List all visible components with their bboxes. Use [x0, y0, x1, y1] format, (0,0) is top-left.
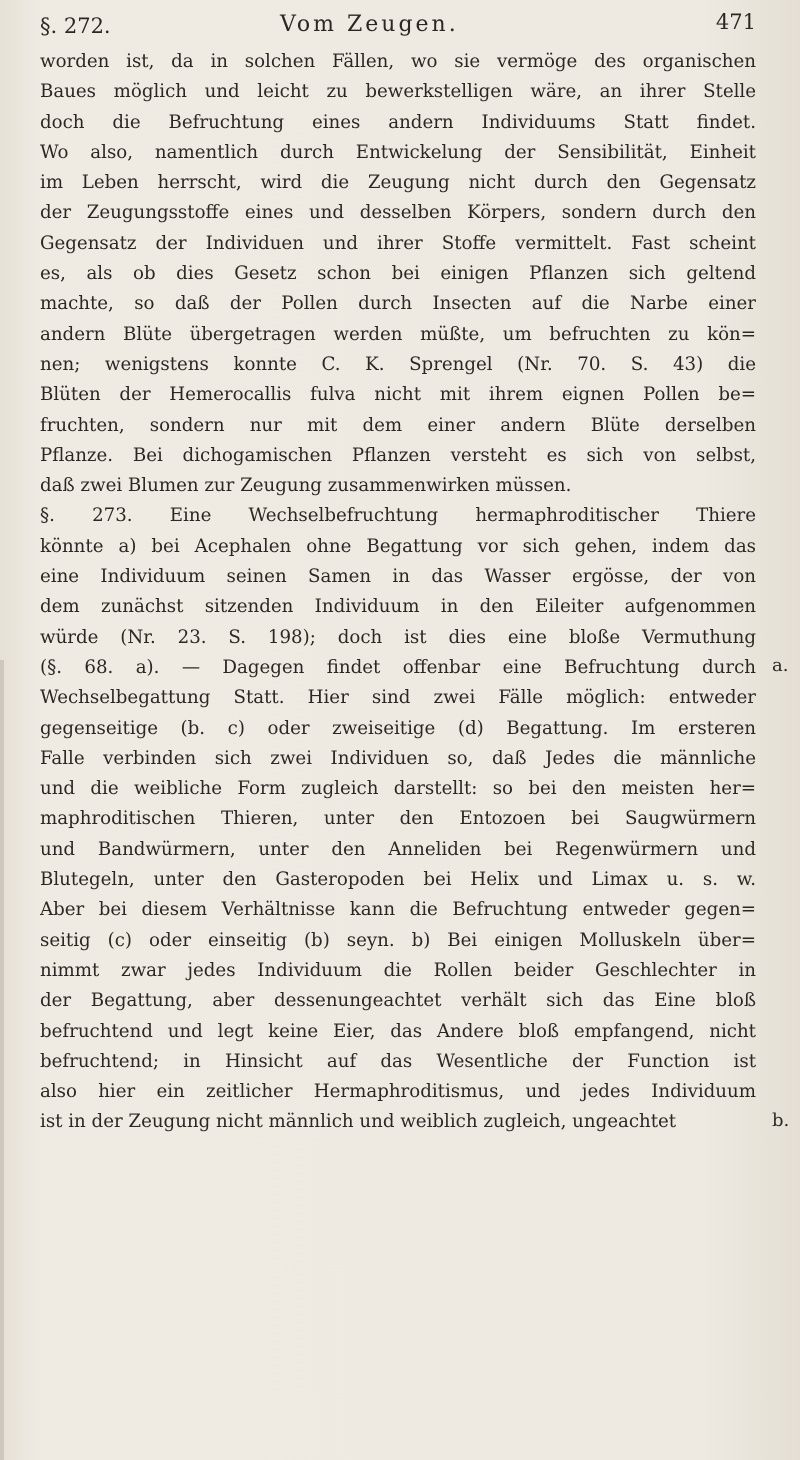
text-line: Wechselbegattung Statt. Hier sind zwei Fälle möglich: entweder — [40, 687, 756, 709]
text-line: fruchten, sondern nur mit dem einer andern Blüte derselben — [40, 414, 756, 436]
text-line: Blutegeln, unter den Gasteropoden bei Helix und Limax u. s. w. — [40, 869, 756, 891]
body-text — [40, 47, 756, 1138]
text-line: doch die Befruchtung eines andern Individuums Statt findet. — [40, 111, 756, 133]
text-line: Baues möglich und leicht zu bewerkstelligen wäre, an ihrer Stelle — [40, 81, 756, 103]
margin-note-b: b. — [772, 1110, 790, 1131]
text-line: Gegensatz der Individuen und ihrer Stoffe vermittelt. Fast scheint — [40, 232, 756, 254]
text-line: befruchtend und legt keine Eier, das Andere bloß empfangend, nicht — [40, 1020, 756, 1042]
text-line: maphroditischen Thieren, unter den Entozoen bei Saugwürmern — [40, 808, 756, 830]
text-line: nen; wenigstens konnte C. K. Sprengel (Nr. 70. S. 43) die — [40, 353, 756, 375]
text-line: und die weibliche Form zugleich darstellt: so bei den meisten her= — [40, 778, 756, 800]
margin-note-a: a. — [772, 655, 789, 676]
text-line: könnte a) bei Acephalen ohne Begattung vor sich gehen, indem das — [40, 535, 756, 557]
section-number: §. 272. — [40, 14, 111, 38]
text-line: daß zwei Blumen zur Zeugung zusammenwirken müssen. — [40, 475, 572, 497]
text-line: und Bandwürmern, unter den Anneliden bei Regenwürmern und — [40, 838, 756, 860]
text-line: Falle verbinden sich zwei Individuen so, daß Jedes die männliche — [40, 747, 756, 769]
text-line: nimmt zwar jedes Individuum die Rollen beider Geschlechter in — [40, 959, 756, 981]
text-line: würde (Nr. 23. S. 198); doch ist dies eine bloße Vermuthung — [40, 626, 756, 648]
text-line: seitig (c) oder einseitig (b) seyn. b) Bei einigen Molluskeln über= — [40, 929, 756, 951]
text-line: der Zeugungsstoffe eines und desselben Körpers, sondern durch den — [40, 202, 756, 224]
page-header — [40, 8, 756, 42]
text-line: befruchtend; in Hinsicht auf das Wesentliche der Function ist — [40, 1050, 756, 1072]
running-title: Vom Zeugen. — [280, 12, 459, 37]
text-line: andern Blüte übergetragen werden müßte, um befruchten zu kön= — [40, 323, 756, 345]
text-line: ist in der Zeugung nicht männlich und weiblich zugleich, ungeachtet — [40, 1111, 677, 1133]
text-line: also hier ein zeitlicher Hermaphroditismus, und jedes Individuum — [40, 1081, 756, 1103]
text-line: §. 273. Eine Wechselbefruchtung hermaphroditischer Thiere — [40, 505, 756, 527]
text-line: gegenseitige (b. c) oder zweiseitige (d) Begattung. Im ersteren — [40, 717, 756, 739]
page-number: 471 — [715, 10, 756, 34]
text-line: es, als ob dies Gesetz schon bei einigen Pflanzen sich geltend — [40, 263, 756, 285]
text-line: dem zunächst sitzenden Individuum in den Eileiter aufgenommen — [40, 596, 756, 618]
text-line: worden ist, da in solchen Fällen, wo sie vermöge des organischen — [40, 51, 756, 72]
page-gutter-shadow — [0, 660, 4, 1460]
text-line: Wo also, namentlich durch Entwickelung der Sensibilität, Einheit — [40, 141, 756, 163]
text-line: Aber bei diesem Verhältnisse kann die Befruchtung entweder gegen= — [40, 899, 756, 921]
text-line: im Leben herrscht, wird die Zeugung nicht durch den Gegensatz — [40, 172, 756, 194]
text-line: Pflanze. Bei dichogamischen Pflanzen versteht es sich von selbst, — [40, 444, 756, 466]
text-line: eine Individuum seinen Samen in das Wasser ergösse, der von — [40, 566, 756, 588]
text-line: der Begattung, aber dessenungeachtet verhält sich das Eine bloß — [40, 990, 756, 1012]
text-line: (§. 68. a). — Dagegen findet offenbar eine Befruchtung durch — [40, 656, 756, 678]
text-line: Blüten der Hemerocallis fulva nicht mit ihrem eignen Pollen be= — [40, 384, 756, 406]
text-line: machte, so daß der Pollen durch Insecten auf die Narbe einer — [40, 293, 756, 315]
